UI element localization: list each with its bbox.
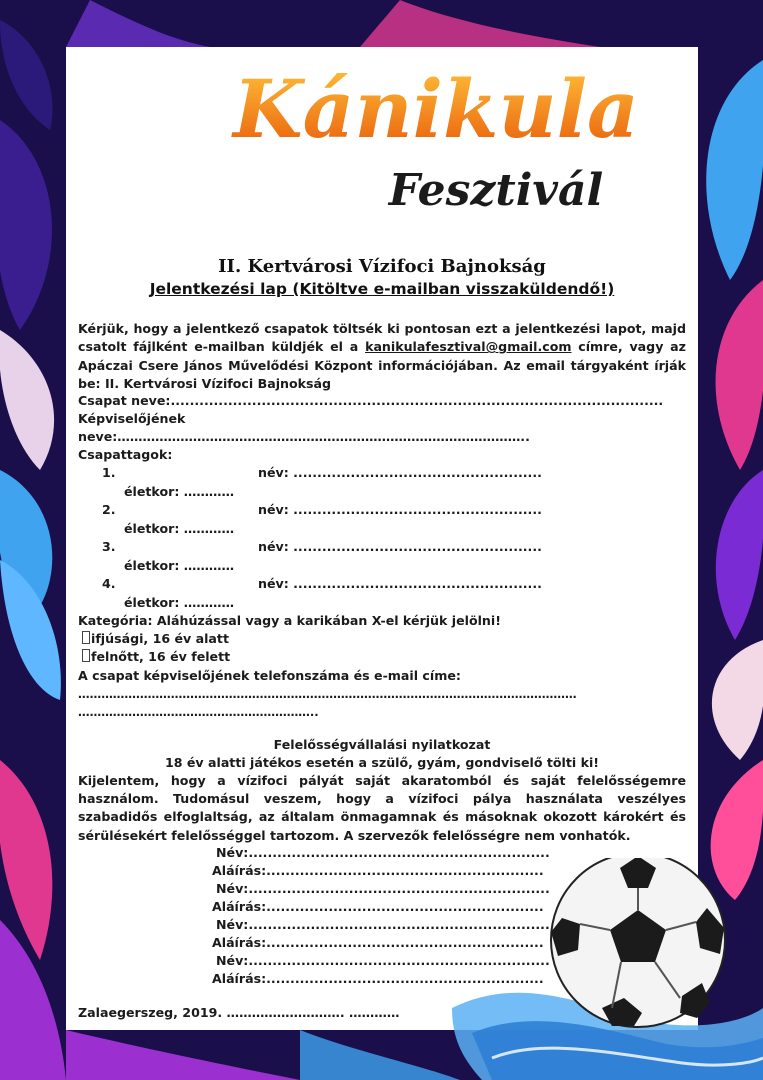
signature-sign-field[interactable]: Aláírás:.......................................................... <box>212 863 544 878</box>
signature-sign-field[interactable]: Aláírás:.......................................................... <box>212 935 544 950</box>
intro-paragraph <box>78 320 686 393</box>
member-age-field[interactable]: életkor: ………… <box>124 521 235 536</box>
page-subtitle: Jelentkezési lap (Kitöltve e-mailban visszaküldendő!) <box>149 280 615 298</box>
member-age-field[interactable]: életkor: ………… <box>124 558 235 573</box>
rep-name-field[interactable]: neve:…………………………………………………………………………………….. <box>78 429 530 444</box>
rep-label: Képviselőjének <box>78 411 186 426</box>
members-label: Csapattagok: <box>78 447 173 462</box>
category-instruction: Kategória: Aláhúzással vagy a karikában X-el kérjük jelölni! <box>78 613 501 628</box>
signature-name-field[interactable]: Név:............................................................... <box>216 917 550 932</box>
intro-text-a: Kérjük, hogy a jelentkező csapatok töltsék ki pontosan ezt a jelentkezési lapot, majd csatolt fájlként e-mailban küldjék el a <box>78 321 686 355</box>
member-name-field[interactable]: név: .................................................... <box>258 502 542 517</box>
member-name-field[interactable]: név: .................................................... <box>258 465 542 480</box>
signature-name-field[interactable]: Név:............................................................... <box>216 845 550 860</box>
signature-name-field[interactable]: Név:............................................................... <box>216 881 550 896</box>
kanikula-festival-logo <box>226 55 646 240</box>
intro-text-b: címre, vagy az Apáczai Csere János Művelődési Központ információjában. Az email tárgyaként írják be: II. Kertvárosi Vízifoci Bajnokság <box>78 339 687 391</box>
contact-field-line[interactable]: …………………………………………………….. <box>78 705 319 719</box>
circle-checkbox-icon <box>82 649 90 662</box>
signature-sign-field[interactable]: Aláírás:.......................................................... <box>212 899 544 914</box>
member-age-field[interactable]: életkor: ………… <box>124 484 235 499</box>
soccer-ball-icon <box>452 858 763 1080</box>
logo-word-kanikula: Kánikula <box>233 62 639 156</box>
place-date-field[interactable]: Zalaegerszeg, 2019. ………………………. ………… <box>78 1005 400 1020</box>
signature-name-field[interactable]: Név:............................................................... <box>216 953 550 968</box>
member-number: 3. <box>102 539 116 554</box>
declaration-title: Felelősségvállalási nyilatkozat <box>273 737 491 752</box>
member-number: 1. <box>102 465 116 480</box>
declaration-body: Kijelentem, hogy a vízifoci pályát saját akaratomból és saját felelősségemre használom. Tudomásul veszem, hogy a vízifoci pálya használata veszélyes szabadidős elfoglaltság, az általam önmagamnak és másoknak okozott károkért és sérülésekért felelősséggel tartozom. A szervezők felelősségre nem vonhatók. <box>78 773 686 843</box>
member-age-field[interactable]: életkor: ………… <box>124 595 235 610</box>
circle-checkbox-icon <box>82 631 90 644</box>
email-link[interactable]: kanikulafesztival@gmail.com <box>365 339 572 355</box>
contact-field-line[interactable]: ………………………………………………………………………………………………………………… <box>78 687 577 701</box>
member-number: 2. <box>102 502 116 517</box>
member-name-field[interactable]: név: .................................................... <box>258 576 542 591</box>
logo-word-fesztival: Fesztivál <box>388 165 604 216</box>
category-adult-option[interactable] <box>82 648 230 666</box>
page-title: II. Kertvárosi Vízifoci Bajnokság <box>218 256 546 277</box>
member-number: 4. <box>102 576 116 591</box>
member-name-field[interactable]: név: .................................................... <box>258 539 542 554</box>
contact-label: A csapat képviselőjének telefonszáma és e-mail címe: <box>78 668 461 683</box>
declaration-subtitle: 18 év alatti játékos esetén a szülő, gyám, gondviselő tölti ki! <box>164 755 600 770</box>
signature-sign-field[interactable]: Aláírás:.......................................................... <box>212 971 544 986</box>
category-adult-label: felnőtt, 16 év felett <box>91 649 231 664</box>
category-youth-label: ifjúsági, 16 év alatt <box>91 631 229 646</box>
category-youth-option[interactable] <box>82 630 229 648</box>
team-name-field[interactable]: Csapat neve:....................................................................................................... <box>78 393 664 408</box>
